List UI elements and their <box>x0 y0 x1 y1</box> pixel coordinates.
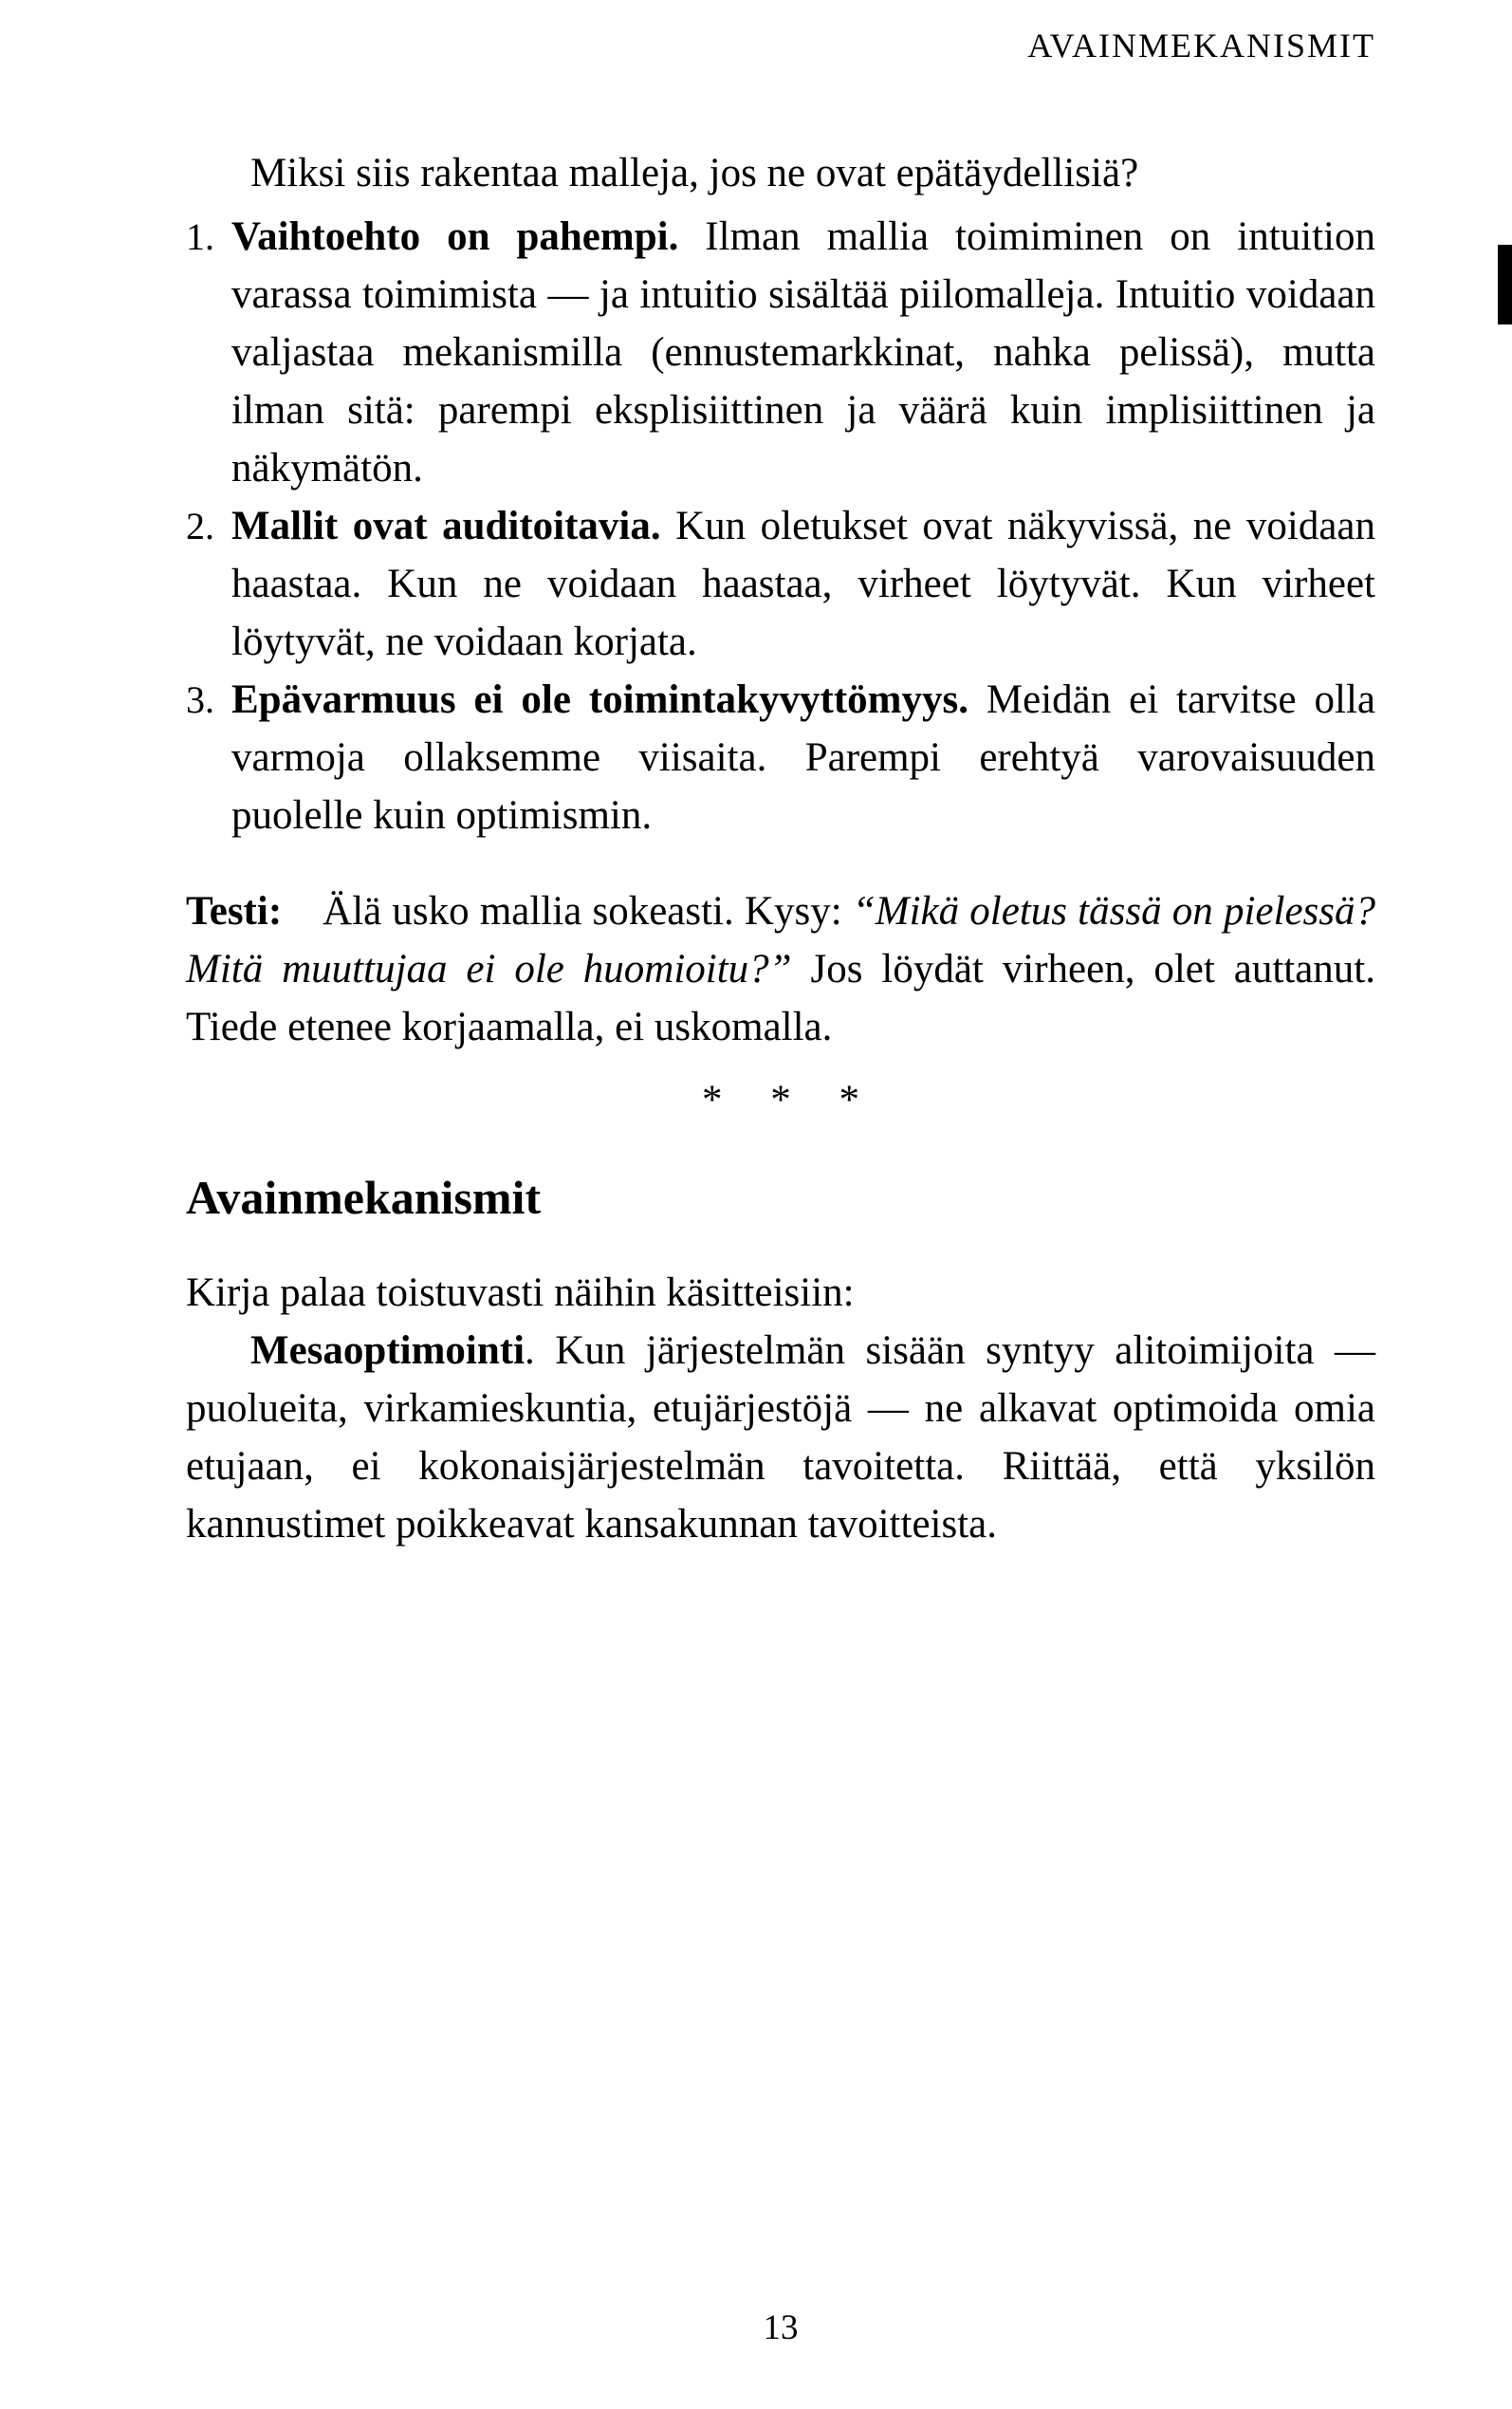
page-number: 13 <box>763 2308 799 2347</box>
text-segment: Miksi siis rakentaa malleja, jos ne ovat epätäydellisiä? <box>250 151 1139 195</box>
asterisk-separator: * * * <box>702 1078 859 1122</box>
list-item <box>186 671 1375 844</box>
list-item-number: 3. <box>186 678 214 721</box>
text-segment: Meidän ei tarvitse olla varmoja ollaksemme viisaita. Parempi erehtyä varovaisuuden puolelle kuin optimismin. <box>231 677 1376 838</box>
text-segment: Ilman mallia toimiminen on intuition varassa toimimista — ja intuitio sisältää piilomalleja. Intuitio voidaan valjastaa mekanismilla (ennustemarkkinat, nahka pelissä), mutta ilman sitä: parempi eksplisiittinen ja väärä kuin implisiittinen ja näkymätön. <box>231 214 1375 491</box>
list-item-number: 2. <box>186 505 214 547</box>
list-item-number: 1. <box>186 215 214 258</box>
list-item <box>186 497 1375 671</box>
mesaoptimointi-paragraph <box>186 1322 1375 1553</box>
numbered-list <box>186 208 1375 844</box>
text-segment: Vaihtoehto on pahempi. <box>231 214 679 259</box>
text-segment: Älä usko mallia sokeasti. Kysy: <box>282 889 853 934</box>
text-segment: Epävarmuus ei ole toimintakyvyttömyys. <box>231 677 968 722</box>
text-column <box>186 27 1375 1553</box>
text-segment: . Kun järjestelmän sisään syntyy alitoimijoita — puolueita, virkamieskuntia, etujärjestöjä — ne alkavat optimoida omia etujaan, ei kokonaisjärjestelmän tavoitetta. Riittää, että yksilön kannustimet poikkeavat kansakunnan tavoitteista. <box>186 1327 1375 1547</box>
lead-in-paragraph: Kirja palaa toistuvasti näihin käsitteisiin: <box>186 1269 855 1315</box>
text-segment: Mallit ovat auditoitavia. <box>231 504 661 548</box>
text-segment: Jos löydät virheen, olet auttanut. Tiede etenee korjaamalla, ei uskomalla. <box>186 947 1376 1049</box>
page-edge-marker <box>1498 245 1512 324</box>
text-segment: Mesaoptimointi <box>250 1327 526 1373</box>
text-segment: Kun oletukset ovat näkyvissä, ne voidaan haastaa. Kun ne voidaan haastaa, virheet löytyvät. Kun virheet löytyvät, ne voidaan korjata. <box>231 504 1375 664</box>
testi-paragraph <box>186 882 1375 1056</box>
running-head: AVAINMEKANISMIT <box>1027 27 1375 65</box>
text-segment: “Mikä oletus tässä on pielessä? Mitä muuttujaa ei ole huomioitu?” <box>186 889 1375 991</box>
text-segment: Testi: <box>186 889 283 934</box>
list-item <box>186 208 1375 497</box>
section-heading: Avainmekanismit <box>186 1171 542 1224</box>
intro-paragraph <box>186 144 1375 202</box>
